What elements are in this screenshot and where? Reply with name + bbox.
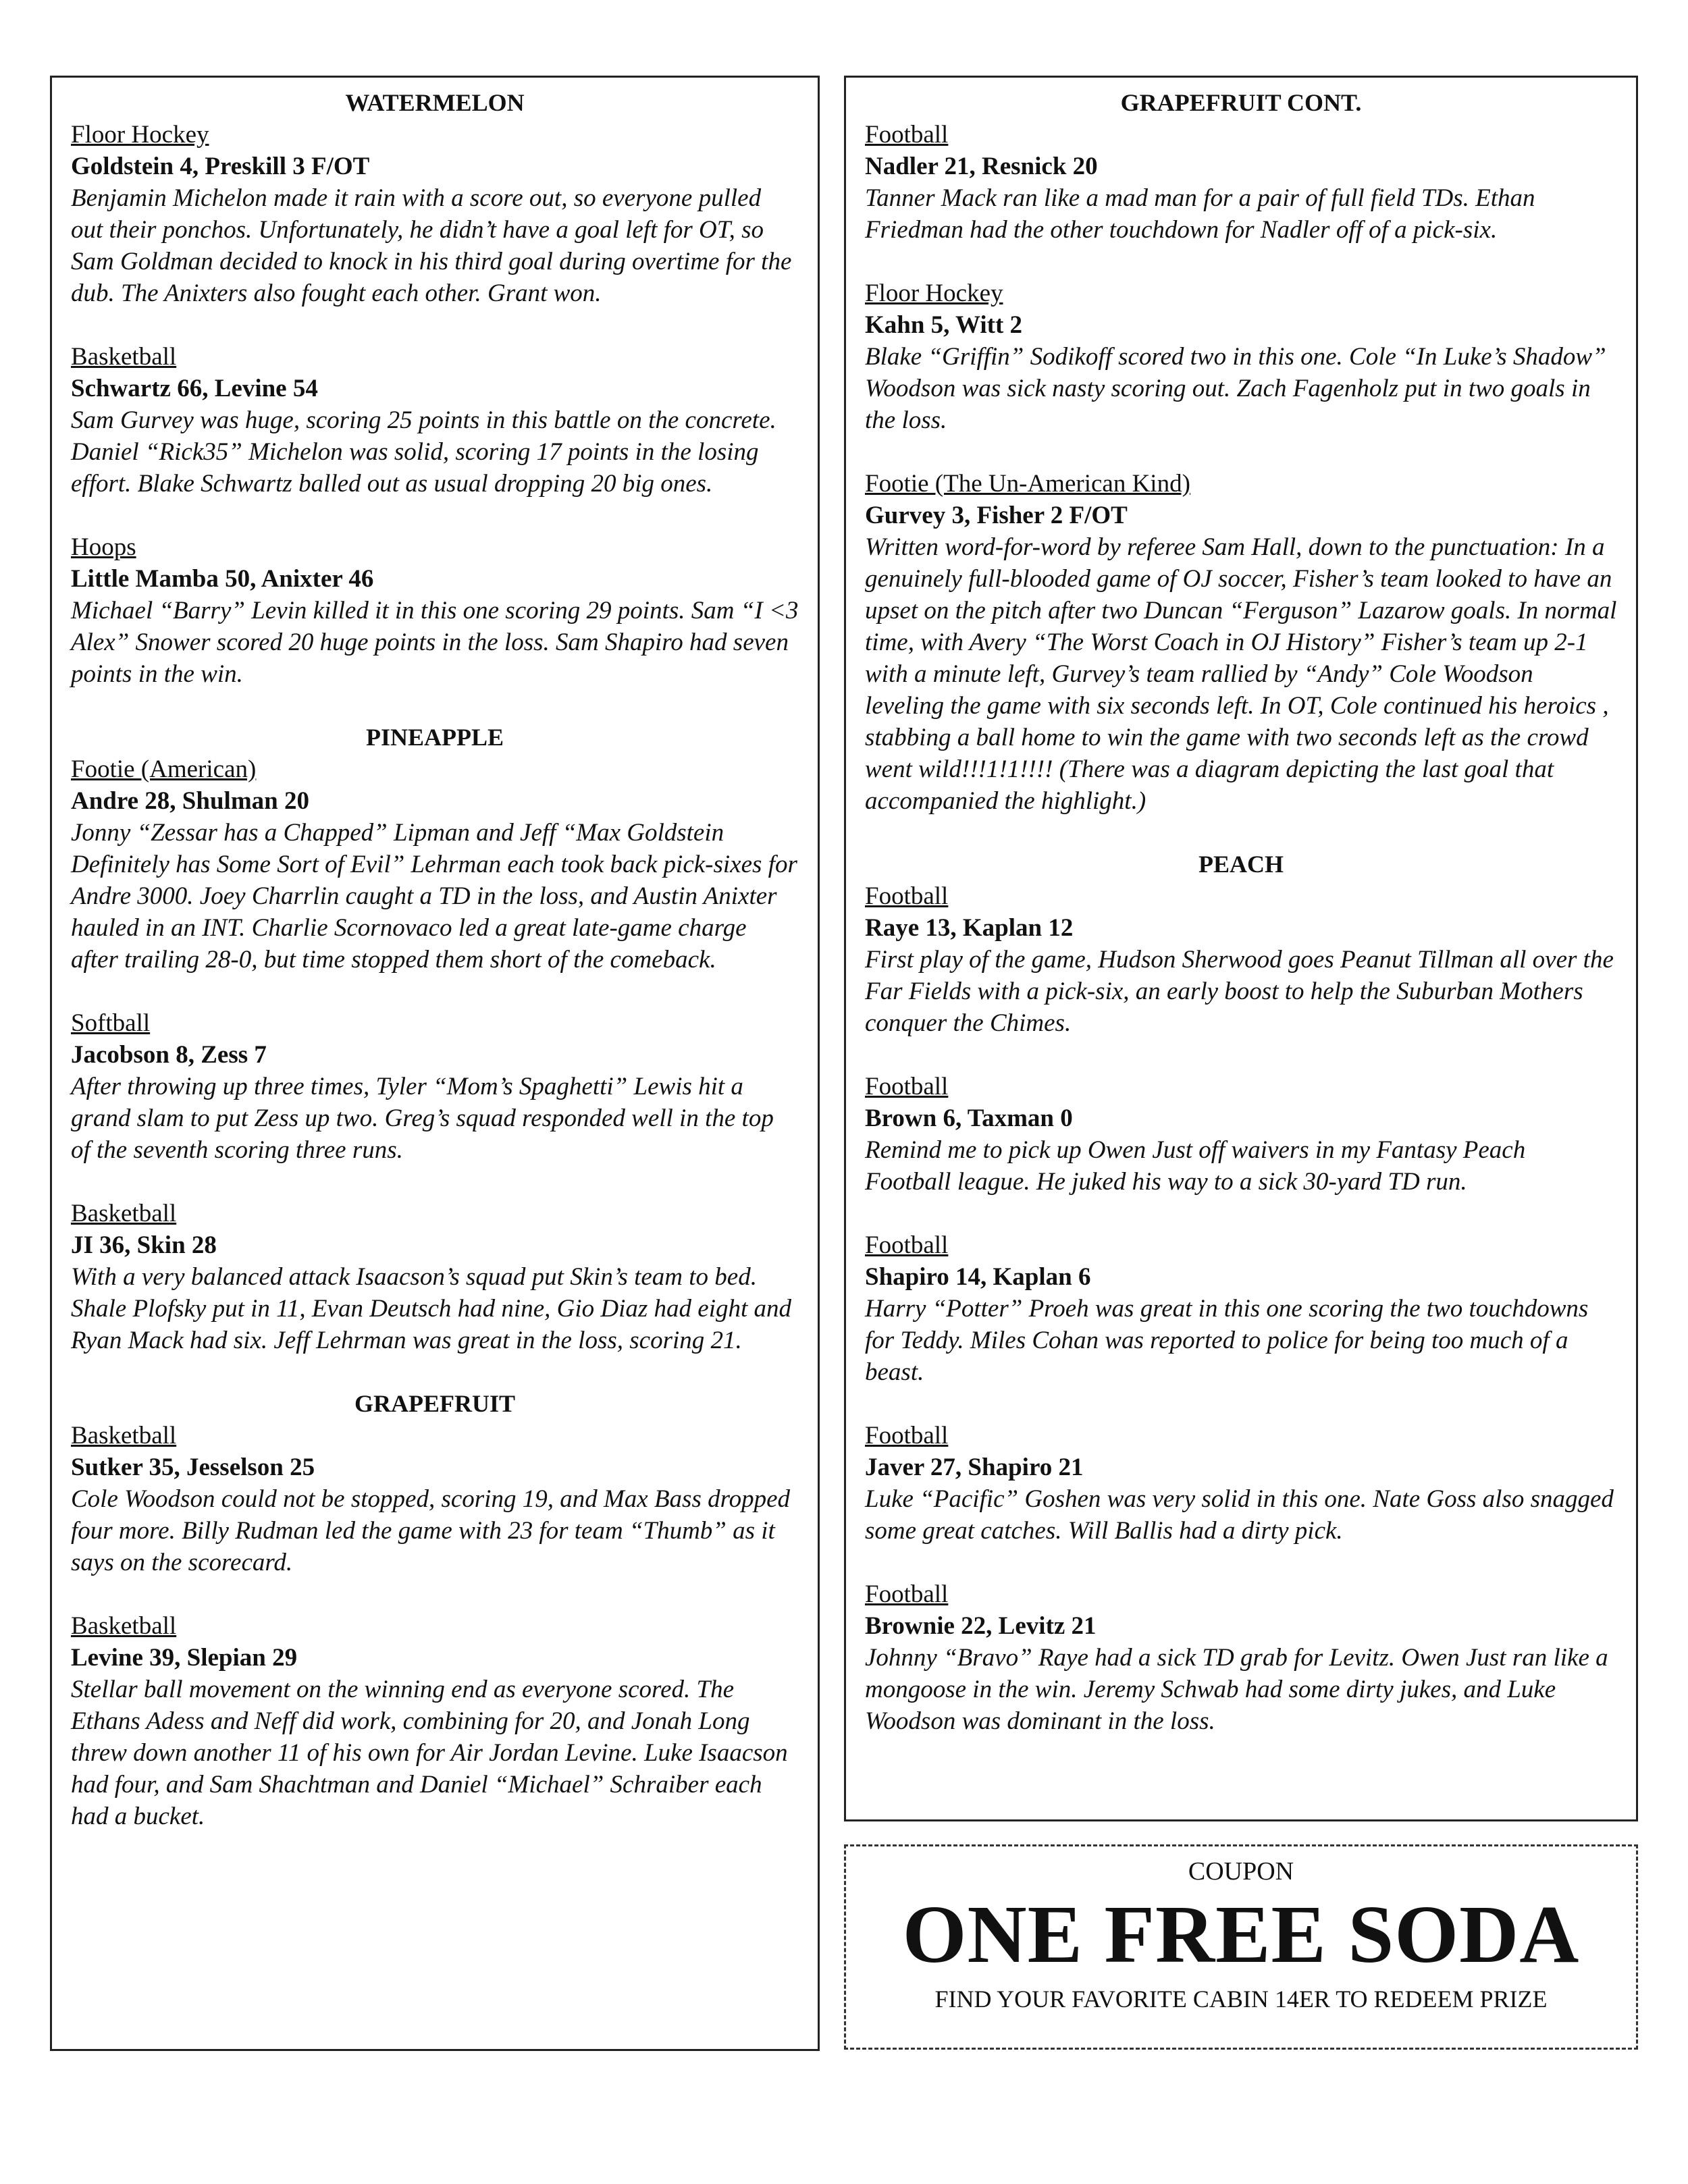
right-column — [844, 76, 1638, 1821]
sport-label: Softball — [71, 1009, 151, 1037]
coupon-subtext: FIND YOUR FAVORITE CABIN 14ER TO REDEEM PRIZE — [934, 1986, 1548, 2013]
section-title-watermelon: WATERMELON — [345, 89, 525, 116]
game-report — [865, 880, 1617, 1039]
sport-label: Footie (The Un-American Kind) — [865, 470, 1190, 498]
game-score: Brownie 22, Levitz 21 — [865, 1612, 1097, 1640]
game-report — [865, 1229, 1617, 1388]
game-score: Shapiro 14, Kaplan 6 — [865, 1263, 1091, 1291]
game-report — [71, 119, 799, 309]
sport-label: Football — [865, 1231, 949, 1259]
sport-label: Hoops — [71, 533, 136, 561]
game-score: Gurvey 3, Fisher 2 F/OT — [865, 502, 1128, 529]
sport-label: Floor Hockey — [865, 279, 1003, 307]
game-score: Javer 27, Shapiro 21 — [865, 1454, 1084, 1481]
sport-label: Floor Hockey — [71, 121, 209, 149]
game-report — [71, 341, 799, 500]
game-score: Jacobson 8, Zess 7 — [71, 1041, 267, 1069]
game-score: Levine 39, Slepian 29 — [71, 1644, 298, 1672]
game-recap: With a very balanced attack Isaacson’s squad put Skin’s team to bed. Shale Plofsky put in 11, Evan Deutsch had nine, Gio Diaz had eight and Ryan Mack had six. Jeff Lehrman was great in the loss, scoring 21. — [71, 1263, 792, 1354]
game-report — [865, 119, 1617, 246]
game-report — [71, 753, 799, 976]
sport-label: Basketball — [71, 343, 177, 371]
game-recap: Written word-for-word by referee Sam Hall, down to the punctuation: In a genuinely full-blooded game of OJ soccer, Fisher’s team looked to have an upset on the pitch after two Duncan “Ferguson” Lazarow goals. In normal time, with Avery “The Worst Coach in OJ History” Fisher’s team up 2-1 with a minute left, Gurvey’s team rallied by “Andy” Cole Woodson leveling the game with six seconds left. In OT, Cole continued his heroics , stabbing a ball home to win the game with two seconds left as the crowd went wild!!!1!1!!!! (There was a diagram depicting the last goal that accompanied the highlight.) — [865, 533, 1617, 815]
game-score: Sutker 35, Jesselson 25 — [71, 1454, 315, 1481]
game-recap: Luke “Pacific” Goshen was very solid in this one. Nate Goss also snagged some great catches. Will Ballis had a dirty pick. — [865, 1485, 1614, 1545]
game-recap: Blake “Griffin” Sodikoff scored two in this one. Cole “In Luke’s Shadow” Woodson was sick nasty scoring out. Zach Fagenholz put in two goals in the loss. — [865, 343, 1606, 434]
game-score: Schwartz 66, Levine 54 — [71, 375, 318, 402]
game-report — [71, 1007, 799, 1166]
section-title-grapefruit-cont: GRAPEFRUIT CONT. — [1120, 89, 1362, 116]
coupon-label: COUPON — [1188, 1857, 1294, 1886]
game-score: Kahn 5, Witt 2 — [865, 311, 1023, 339]
game-report — [71, 1420, 799, 1578]
left-column — [50, 76, 820, 2051]
sport-label: Footie (American) — [71, 755, 257, 783]
game-report — [71, 1610, 799, 1832]
game-report — [865, 1420, 1617, 1547]
game-score: Andre 28, Shulman 20 — [71, 787, 309, 815]
game-score: Raye 13, Kaplan 12 — [865, 914, 1074, 942]
sport-label: Football — [865, 1422, 949, 1449]
game-recap: Benjamin Michelon made it rain with a score out, so everyone pulled out their ponchos. Unfortunately, he didn’t have a goal left for OT, so Sam Goldman decided to knock in his third goal during overtime for the dub. The Anixters also fought each other. Grant won. — [71, 184, 792, 307]
section-title-grapefruit: GRAPEFRUIT — [354, 1390, 515, 1417]
sport-label: Football — [865, 1073, 949, 1100]
game-score: Goldstein 4, Preskill 3 F/OT — [71, 153, 370, 180]
sport-label: Basketball — [71, 1612, 177, 1640]
game-recap: Tanner Mack ran like a mad man for a pair of full field TDs. Ethan Friedman had the other touchdown for Nadler off of a pick-six. — [865, 184, 1535, 244]
game-report — [865, 1071, 1617, 1198]
game-report — [71, 1198, 799, 1356]
coupon-headline: ONE FREE SODA — [902, 1889, 1580, 1980]
sport-label: Football — [865, 1580, 949, 1608]
game-score: Little Mamba 50, Anixter 46 — [71, 565, 374, 593]
game-report — [865, 277, 1617, 436]
game-score: JI 36, Skin 28 — [71, 1231, 217, 1259]
sport-label: Football — [865, 121, 949, 149]
sport-label: Basketball — [71, 1422, 177, 1449]
game-recap: Remind me to pick up Owen Just off waivers in my Fantasy Peach Football league. He juked his way to a sick 30-yard TD run. — [865, 1136, 1526, 1196]
game-recap: Harry “Potter” Proeh was great in this one scoring the two touchdowns for Teddy. Miles Cohan was reported to police for being too much of a beast. — [865, 1295, 1589, 1386]
game-report — [865, 1578, 1617, 1737]
game-recap: First play of the game, Hudson Sherwood goes Peanut Tillman all over the Far Fields with a pick-six, an early boost to help the Suburban Mothers conquer the Chimes. — [865, 946, 1614, 1037]
section-title-peach: PEACH — [1198, 851, 1284, 878]
game-score: Brown 6, Taxman 0 — [865, 1104, 1073, 1132]
game-score: Nadler 21, Resnick 20 — [865, 153, 1098, 180]
sport-label: Football — [865, 882, 949, 910]
section-title-pineapple: PINEAPPLE — [365, 724, 504, 751]
game-recap: Sam Gurvey was huge, scoring 25 points in this battle on the concrete. Daniel “Rick35” Michelon was solid, scoring 17 points in the losing effort. Blake Schwartz balled out as usual dropping 20 big ones. — [71, 406, 776, 498]
game-recap: Johnny “Bravo” Raye had a sick TD grab for Levitz. Owen Just ran like a mongoose in the win. Jeremy Schwab had some dirty jukes, and Luke Woodson was dominant in the loss. — [865, 1644, 1608, 1735]
game-recap: Jonny “Zessar has a Chapped” Lipman and Jeff “Max Goldstein Definitely has Some Sort of Evil” Lehrman each took back pick-sixes for Andre 3000. Joey Charrlin caught a TD in the loss, and Austin Anixter hauled in an INT. Charlie Scornovaco led a great late-game charge after trailing 28-0, but time stopped them short of the comeback. — [71, 819, 797, 974]
game-recap: After throwing up three times, Tyler “Mom’s Spaghetti” Lewis hit a grand slam to put Zess up two. Greg’s squad responded well in the top of the seventh scoring three runs. — [71, 1073, 774, 1164]
coupon-box — [844, 1844, 1638, 2050]
game-recap: Cole Woodson could not be stopped, scoring 19, and Max Bass dropped four more. Billy Rudman led the game with 23 for team “Thumb” as it says on the scorecard. — [71, 1485, 791, 1576]
game-report — [71, 531, 799, 690]
game-recap: Stellar ball movement on the winning end as everyone scored. The Ethans Adess and Neff did work, combining for 20, and Jonah Long threw down another 11 of his own for Air Jordan Levine. Luke Isaacson had four, and Sam Shachtman and Daniel “Michael” Schraiber each had a bucket. — [71, 1676, 788, 1830]
game-report — [865, 468, 1617, 817]
game-recap: Michael “Barry” Levin killed it in this one scoring 29 points. Sam “I <3 Alex” Snower scored 20 huge points in the loss. Sam Shapiro had seven points in the win. — [71, 597, 799, 688]
sport-label: Basketball — [71, 1200, 177, 1227]
